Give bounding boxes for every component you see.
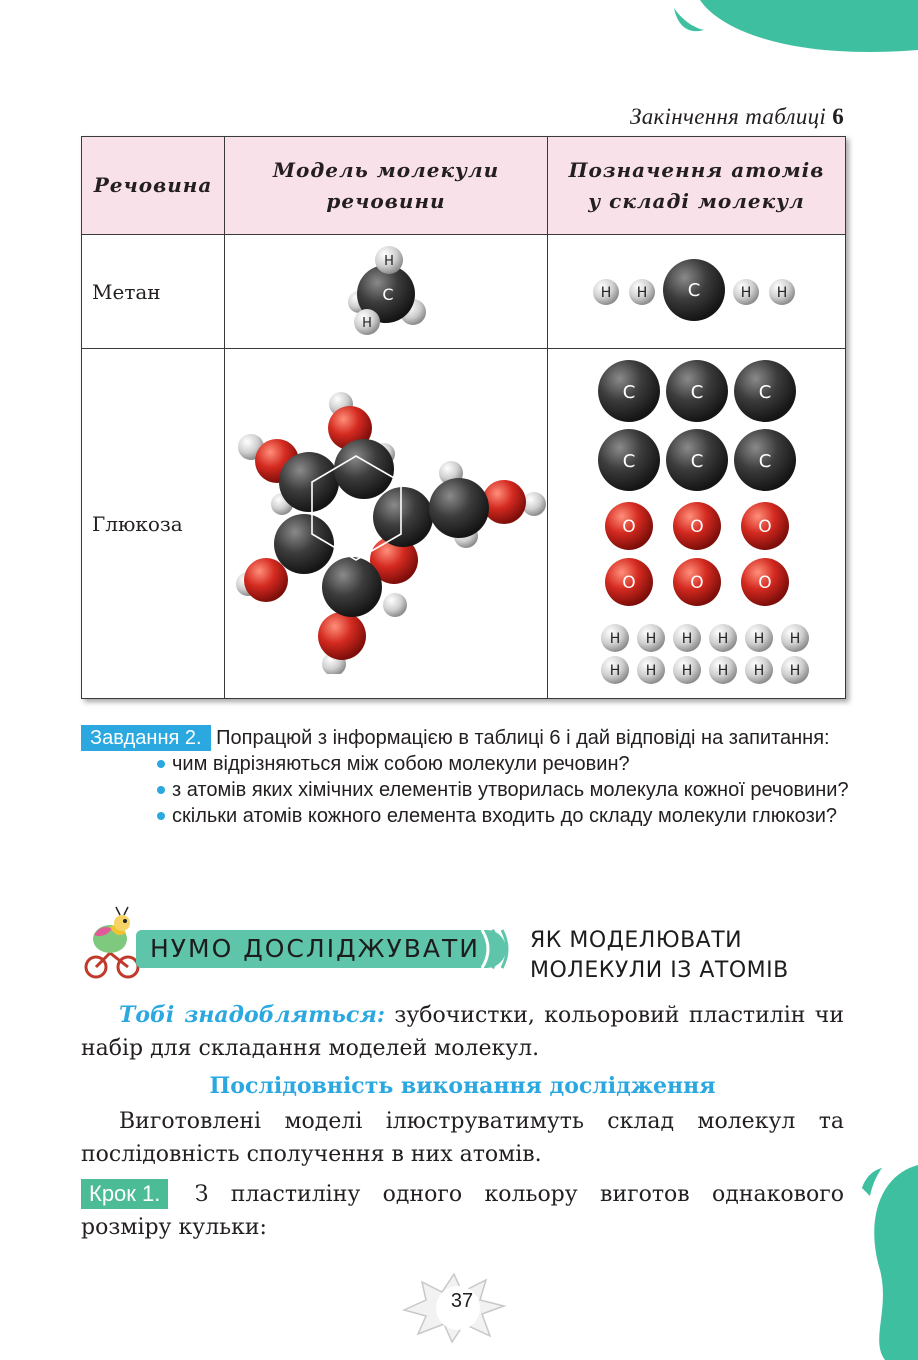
glucose-model-cell (225, 349, 548, 699)
atom-c-label: C (758, 451, 771, 472)
cyclist-bug-illustration (80, 905, 144, 981)
atom-h-label: H (717, 663, 728, 679)
atom-h-label: H (681, 663, 692, 679)
step-1-paragraph (81, 1178, 844, 1244)
atom-o-label: O (621, 573, 636, 593)
atom-c-label: C (687, 279, 700, 301)
methane-model-cell (225, 235, 548, 349)
molecules-table (81, 136, 846, 699)
methane-atoms-cell (548, 235, 846, 349)
atom-o-label: O (757, 517, 772, 537)
table-caption (630, 104, 844, 130)
header-model-text: Модель молекули речовини (272, 157, 500, 213)
task-label: Завдання 2. (81, 725, 211, 751)
materials-text: зубочистки, кольоровий пластилін чи набір для складання моделей молекул. (81, 1003, 844, 1061)
sequence-paragraph (81, 1105, 844, 1171)
atom-h-label: H (645, 663, 656, 679)
step-text: З пластиліну одного кольору виготов однакового розміру кульки: (81, 1182, 845, 1240)
atom-h-label: H (776, 284, 787, 301)
atom-h-label: H (753, 631, 764, 647)
atom-c-label: C (758, 382, 771, 403)
methane-atoms-image (592, 257, 802, 327)
atom-h-label: H (645, 631, 656, 647)
methane-h-label: H (384, 253, 394, 269)
substance-glucose: Глюкоза (82, 349, 225, 699)
atom-h-label: H (740, 284, 751, 301)
atom-h-label: H (717, 631, 728, 647)
atom-o-label: O (757, 573, 772, 593)
glucose-model-image (226, 374, 546, 674)
header-atoms (548, 137, 846, 235)
atom-h-label: H (636, 284, 647, 301)
list-item: скільки атомів кожного елемента входить до складу молекули глюкози? (156, 803, 877, 829)
page-number: 37 (450, 1290, 474, 1312)
research-banner-text: НУМО ДОСЛІДЖУВАТИ (150, 934, 480, 963)
research-title (530, 926, 789, 986)
atom-h-label: H (789, 663, 800, 679)
step-label: Крок 1. (81, 1179, 168, 1209)
research-title-line2: МОЛЕКУЛИ ІЗ АТОМІВ (530, 958, 789, 983)
atom-o-label: O (621, 517, 636, 537)
task-intro-text: Попрацюй з інформацією в таблиці 6 і дай відповіді на запитання: (216, 727, 830, 749)
header-atoms-text: Позначення атомів у складі молекул (568, 157, 825, 213)
atom-c-label: C (622, 451, 635, 472)
list-item: чим відрізняються між собою молекули речовин? (156, 751, 861, 777)
header-model (225, 137, 548, 235)
glucose-carbon-atoms (598, 360, 796, 491)
methane-atom-list (593, 259, 795, 321)
table-row (82, 235, 846, 349)
task-2 (81, 725, 861, 829)
atom-c-label: C (690, 382, 703, 403)
table-caption-number: 6 (832, 104, 844, 129)
table-caption-text: Закінчення таблиці (630, 104, 827, 129)
glucose-atoms-cell (548, 349, 846, 699)
task-intro (81, 725, 861, 751)
atom-o-label: O (689, 517, 704, 537)
banner-stripes (476, 928, 512, 970)
header-substance: Речовина (82, 137, 225, 235)
materials-paragraph (81, 999, 844, 1065)
atom-o-label: O (689, 573, 704, 593)
glucose-hydrogen-atoms (601, 624, 809, 684)
list-item: з атомів яких хімічних елементів утворилась молекула кожної речовини? (156, 777, 861, 803)
top-right-decoration (660, 0, 918, 60)
sequence-text: Виготовлені моделі ілюструватимуть склад молекул та послідовність сполучення в них атомів. (81, 1109, 844, 1167)
atom-h-label: H (609, 631, 620, 647)
research-title-line1: ЯК МОДЕЛЮВАТИ (530, 928, 743, 953)
methane-h-label: H (362, 315, 372, 331)
materials-label: Тобі знадобляться: (119, 1002, 385, 1028)
atom-h-label: H (600, 284, 611, 301)
atom-h-label: H (789, 631, 800, 647)
atom-c-label: C (622, 382, 635, 403)
atom-h-label: H (609, 663, 620, 679)
sequence-title: Послідовність виконання дослідження (209, 1073, 716, 1099)
bottom-right-decoration (840, 1160, 918, 1360)
table-header-row (82, 137, 846, 235)
task-questions (81, 751, 861, 829)
methane-model-image (331, 242, 441, 342)
atom-h-label: H (753, 663, 764, 679)
atom-c-label: C (690, 451, 703, 472)
methane-c-label: C (382, 284, 394, 304)
table-row (82, 349, 846, 699)
glucose-atoms-image (577, 351, 817, 696)
substance-methane: Метан (82, 235, 225, 349)
glucose-oxygen-atoms (605, 502, 789, 606)
atom-h-label: H (681, 631, 692, 647)
